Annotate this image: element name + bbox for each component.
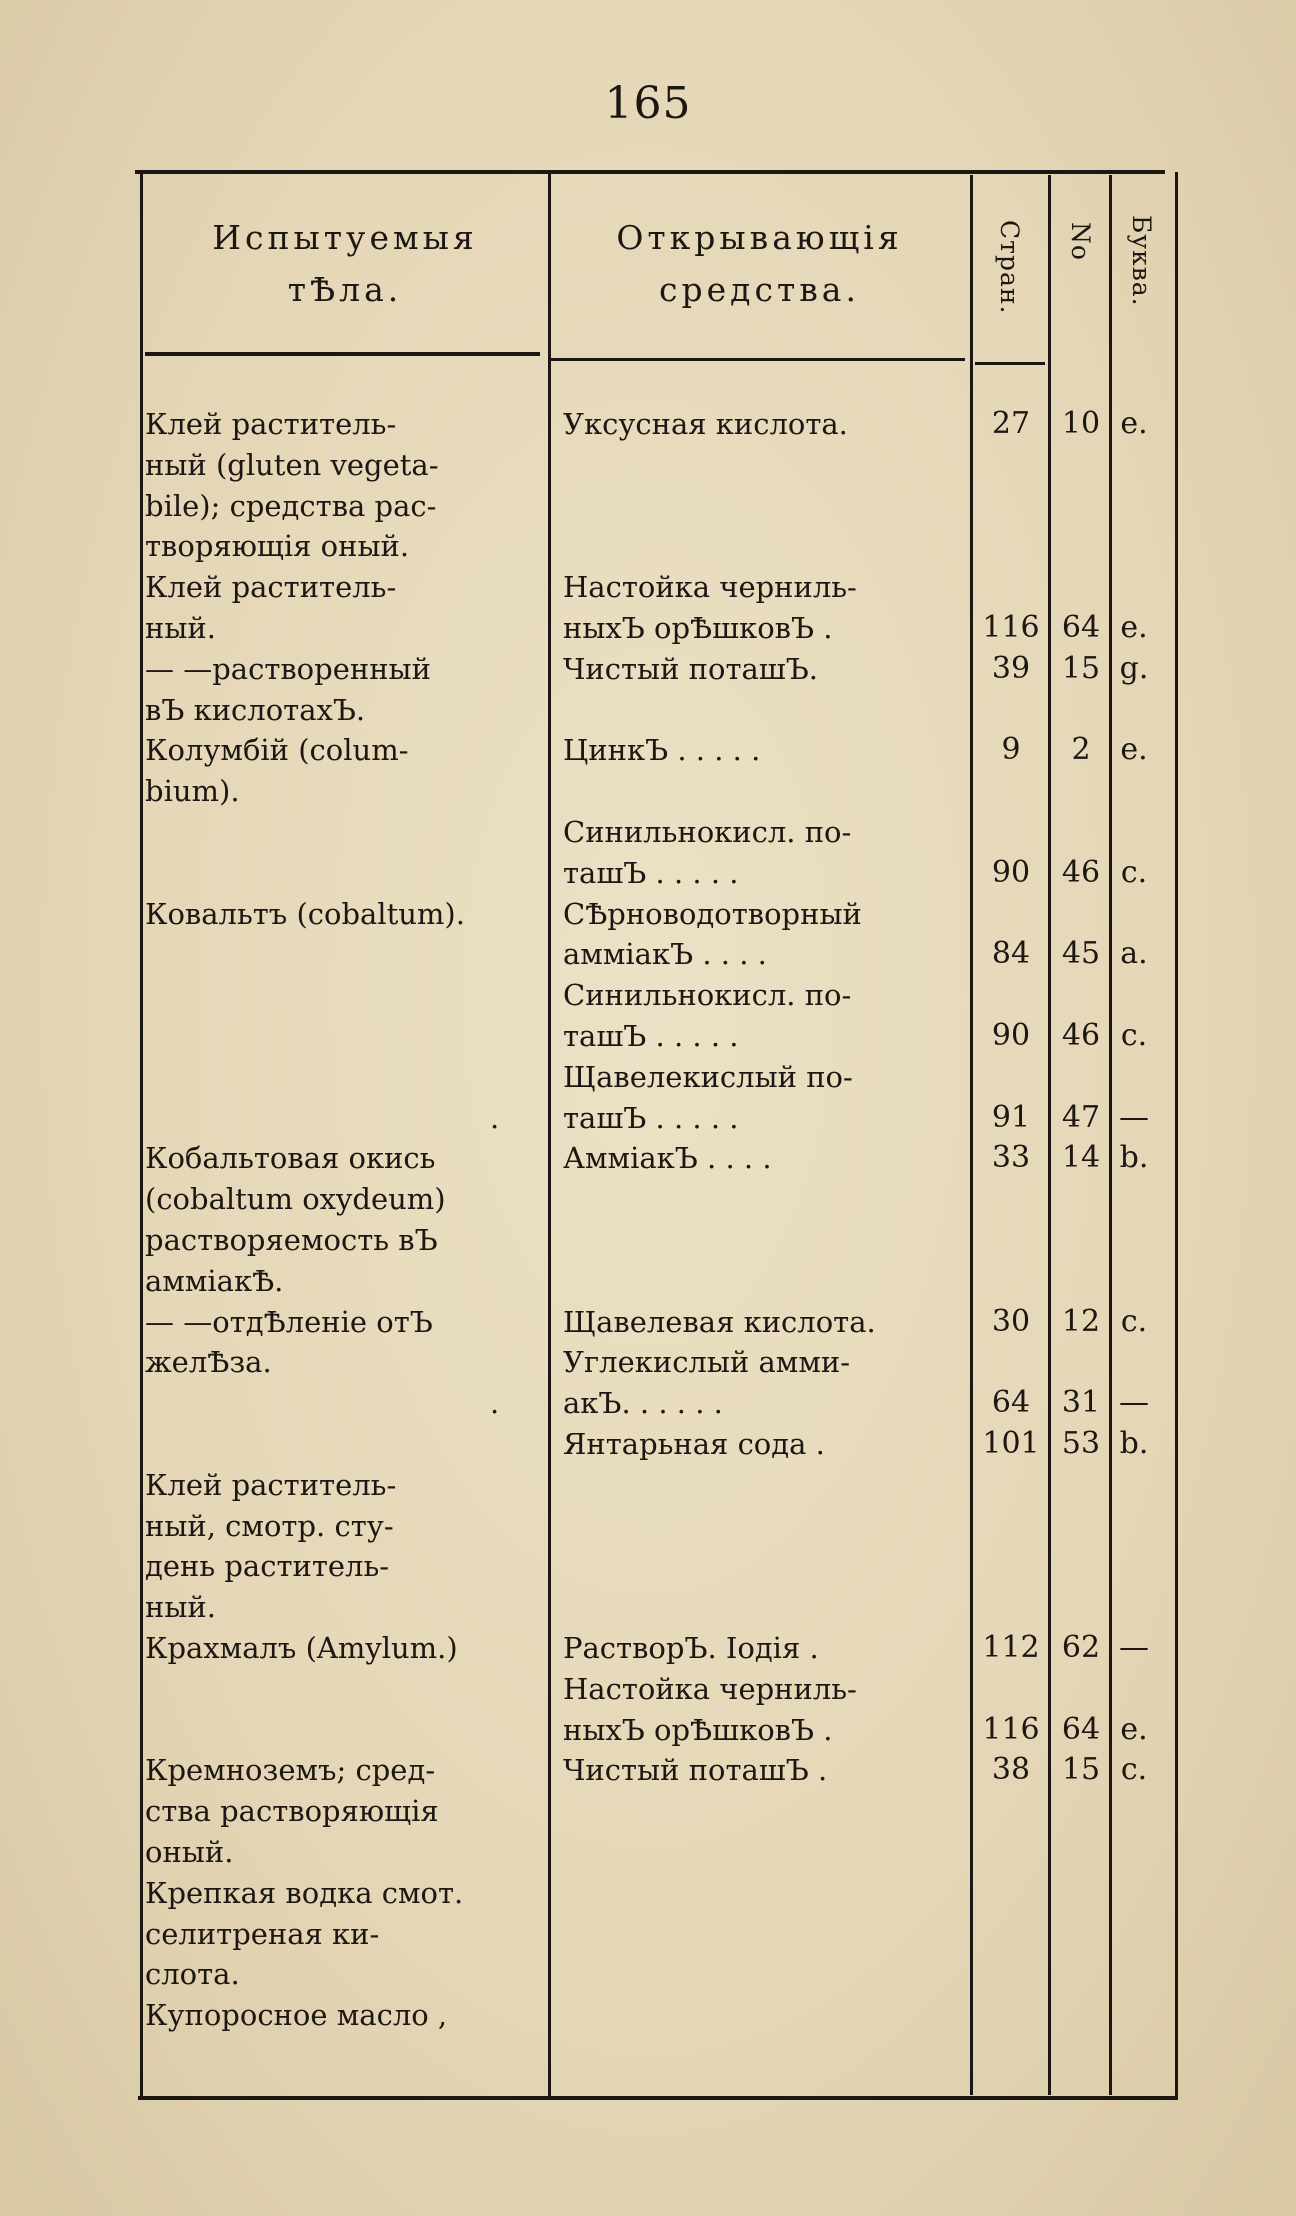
revealing-agent-text: ташЪ . . . . . xyxy=(563,855,739,890)
page-ref: 84 xyxy=(991,936,1031,972)
letter-ref: e. xyxy=(1120,732,1148,768)
revealing-agent-text: ныхЪ орѢшковЪ . xyxy=(563,1712,833,1747)
number-ref: 12 xyxy=(1061,1303,1101,1339)
revealing-agent-text: ЦинкЪ . . . . . xyxy=(563,733,761,768)
table-top-rule xyxy=(135,170,1165,174)
letter-ref: a. xyxy=(1120,936,1148,972)
tested-body-text: Ковальтъ (cobaltum). xyxy=(145,896,465,931)
letter-ref: b. xyxy=(1119,1426,1149,1461)
number-ref: 15 xyxy=(1061,650,1101,686)
letter-ref: c. xyxy=(1120,854,1148,890)
tested-body-text: творяющія оный. xyxy=(145,529,410,564)
number-ref: 10 xyxy=(1061,406,1101,441)
page-ref: 90 xyxy=(991,1018,1031,1053)
column-line-1 xyxy=(548,172,551,2098)
tested-body-text: селитреная ки- xyxy=(145,1916,380,1951)
revealing-agent-text: Чистый поташЪ . xyxy=(563,1753,828,1788)
header-revealing-agents: Открывающія средства. xyxy=(616,218,903,309)
tested-body-text: слота. xyxy=(145,1957,240,1992)
tested-body-text: Кобальтовая окись xyxy=(145,1141,436,1176)
tested-body-text: желѢза. xyxy=(145,1345,272,1380)
page-ref: 27 xyxy=(991,406,1031,441)
number-ref: 62 xyxy=(1061,1630,1101,1665)
tested-body-text: ный, смотр. сту- xyxy=(145,1508,394,1543)
page-ref: 101 xyxy=(982,1426,1040,1461)
page-ref: 39 xyxy=(991,650,1031,686)
tested-body-text: Клей раститель- xyxy=(145,1467,397,1502)
letter-ref: — xyxy=(1119,1099,1149,1135)
letter-ref: — xyxy=(1119,1630,1149,1665)
page-ref: 9 xyxy=(1001,732,1021,768)
tested-body-text: Крепкая водка смот. xyxy=(145,1875,464,1910)
header-page: Стран. xyxy=(995,220,1024,315)
tested-body-text: bium). xyxy=(145,774,240,809)
tested-body-text: — —растворенный xyxy=(145,651,431,686)
tested-body-text: — —отдѢленіе отЪ xyxy=(145,1304,433,1339)
revealing-agent-text: Синильнокисл. по- xyxy=(563,815,852,849)
page-ref: 33 xyxy=(991,1140,1031,1176)
revealing-agent-text: Настойка черниль- xyxy=(563,1671,857,1706)
letter-ref: c. xyxy=(1120,1752,1148,1788)
header-number: No xyxy=(1066,222,1095,261)
revealing-agent-text: Углекислый амми- xyxy=(563,1345,851,1380)
revealing-agent-text: Щавелевая кислота. xyxy=(563,1304,876,1339)
page-ref: 30 xyxy=(991,1303,1031,1339)
page-ref: 38 xyxy=(991,1752,1031,1788)
revealing-agent-text: ташЪ . . . . . xyxy=(563,1100,739,1135)
revealing-agent-text: Чистый поташЪ. xyxy=(563,651,818,686)
tested-body-text: ный (gluten vegeta- xyxy=(145,447,439,482)
number-ref: 15 xyxy=(1061,1752,1101,1788)
header-separator-col2 xyxy=(550,358,965,361)
number-ref: 31 xyxy=(1061,1385,1101,1421)
letter-ref: g. xyxy=(1119,650,1149,686)
column-line-left xyxy=(140,172,143,2098)
letter-ref: e. xyxy=(1120,610,1148,645)
tested-body-text: растворяемость вЪ xyxy=(145,1223,438,1257)
revealing-agent-text: ныхЪ орѢшковЪ . xyxy=(563,611,833,645)
letter-ref: e. xyxy=(1120,406,1148,441)
revealing-agent-text: амміакЪ . . . . xyxy=(563,937,767,972)
tested-body-text: вЪ кислотахЪ. xyxy=(145,692,366,727)
page-number: 165 xyxy=(604,78,692,129)
page-ref: 112 xyxy=(982,1630,1040,1665)
revealing-agent-text: СѢрноводотворный xyxy=(563,896,862,931)
tested-body-text: амміакѢ. xyxy=(145,1263,284,1298)
tested-body-text: Купоросное масло , xyxy=(145,1998,448,2033)
number-ref: 45 xyxy=(1061,936,1101,972)
header-separator-col3 xyxy=(975,362,1045,365)
revealing-agent-text: Уксусная кислота. xyxy=(563,407,848,441)
tested-body-text: (cobaltum oxydeum) xyxy=(145,1182,446,1217)
page-ref: 116 xyxy=(982,1711,1040,1747)
tested-body-text: день раститель- xyxy=(145,1549,390,1584)
letter-ref: b. xyxy=(1119,1140,1149,1176)
header-letter: Буква. xyxy=(1127,215,1156,307)
number-ref: 14 xyxy=(1061,1140,1101,1176)
tested-body-text: Кремноземъ; сред- xyxy=(145,1753,436,1788)
number-ref: 46 xyxy=(1061,1018,1101,1053)
letter-ref: — xyxy=(1119,1385,1149,1421)
table-bottom-rule xyxy=(138,2096,1178,2100)
number-ref: 64 xyxy=(1061,1711,1101,1747)
page-ref: 64 xyxy=(991,1385,1031,1421)
page-ref: 91 xyxy=(991,1099,1031,1135)
tested-body-text: Крахмалъ (Amylum.) xyxy=(145,1631,458,1665)
letter-ref: c. xyxy=(1120,1303,1148,1339)
number-ref: 64 xyxy=(1061,610,1101,645)
revealing-agent-text: Настойка черниль- xyxy=(563,570,857,605)
header-separator-col1 xyxy=(145,352,540,356)
tested-body-text: . xyxy=(490,1386,500,1421)
revealing-agent-text: ташЪ . . . . . xyxy=(563,1019,739,1053)
column-line-right xyxy=(1175,172,1178,2098)
number-ref: 53 xyxy=(1061,1426,1101,1461)
tested-body-text: Клей раститель- xyxy=(145,570,397,605)
tested-body-text: Клей раститель- xyxy=(145,407,397,441)
tested-body-text: оный. xyxy=(145,1835,234,1869)
tested-body-text: bile); средства рас- xyxy=(145,488,437,523)
revealing-agent-text: АмміакЪ . . . . xyxy=(563,1141,772,1176)
revealing-agent-text: Синильнокисл. по- xyxy=(563,978,852,1013)
revealing-agent-text: Щавелекислый по- xyxy=(563,1059,853,1094)
tested-body-text: . xyxy=(490,1100,500,1135)
revealing-agent-text: Янтарьная сода . xyxy=(563,1427,825,1461)
letter-ref: c. xyxy=(1120,1018,1148,1053)
page-ref: 116 xyxy=(982,610,1040,645)
tested-body-text: ный. xyxy=(145,611,216,645)
number-ref: 46 xyxy=(1061,854,1101,890)
column-line-2 xyxy=(970,175,973,2095)
revealing-agent-text: РастворЪ. Іодія . xyxy=(563,1631,819,1665)
letter-ref: e. xyxy=(1120,1711,1148,1747)
column-line-3 xyxy=(1048,175,1051,2095)
number-ref: 2 xyxy=(1071,732,1091,768)
page-ref: 90 xyxy=(991,854,1031,890)
tested-body-text: ства растворяющія xyxy=(145,1794,439,1829)
number-ref: 47 xyxy=(1061,1099,1101,1135)
revealing-agent-text: акЪ. . . . . . xyxy=(563,1386,723,1421)
column-line-4 xyxy=(1109,175,1112,2095)
header-tested-bodies: Испытуемыя тѢла. xyxy=(212,218,478,309)
tested-body-text: ный. xyxy=(145,1590,216,1625)
tested-body-text: Колумбій (colum- xyxy=(145,733,409,768)
